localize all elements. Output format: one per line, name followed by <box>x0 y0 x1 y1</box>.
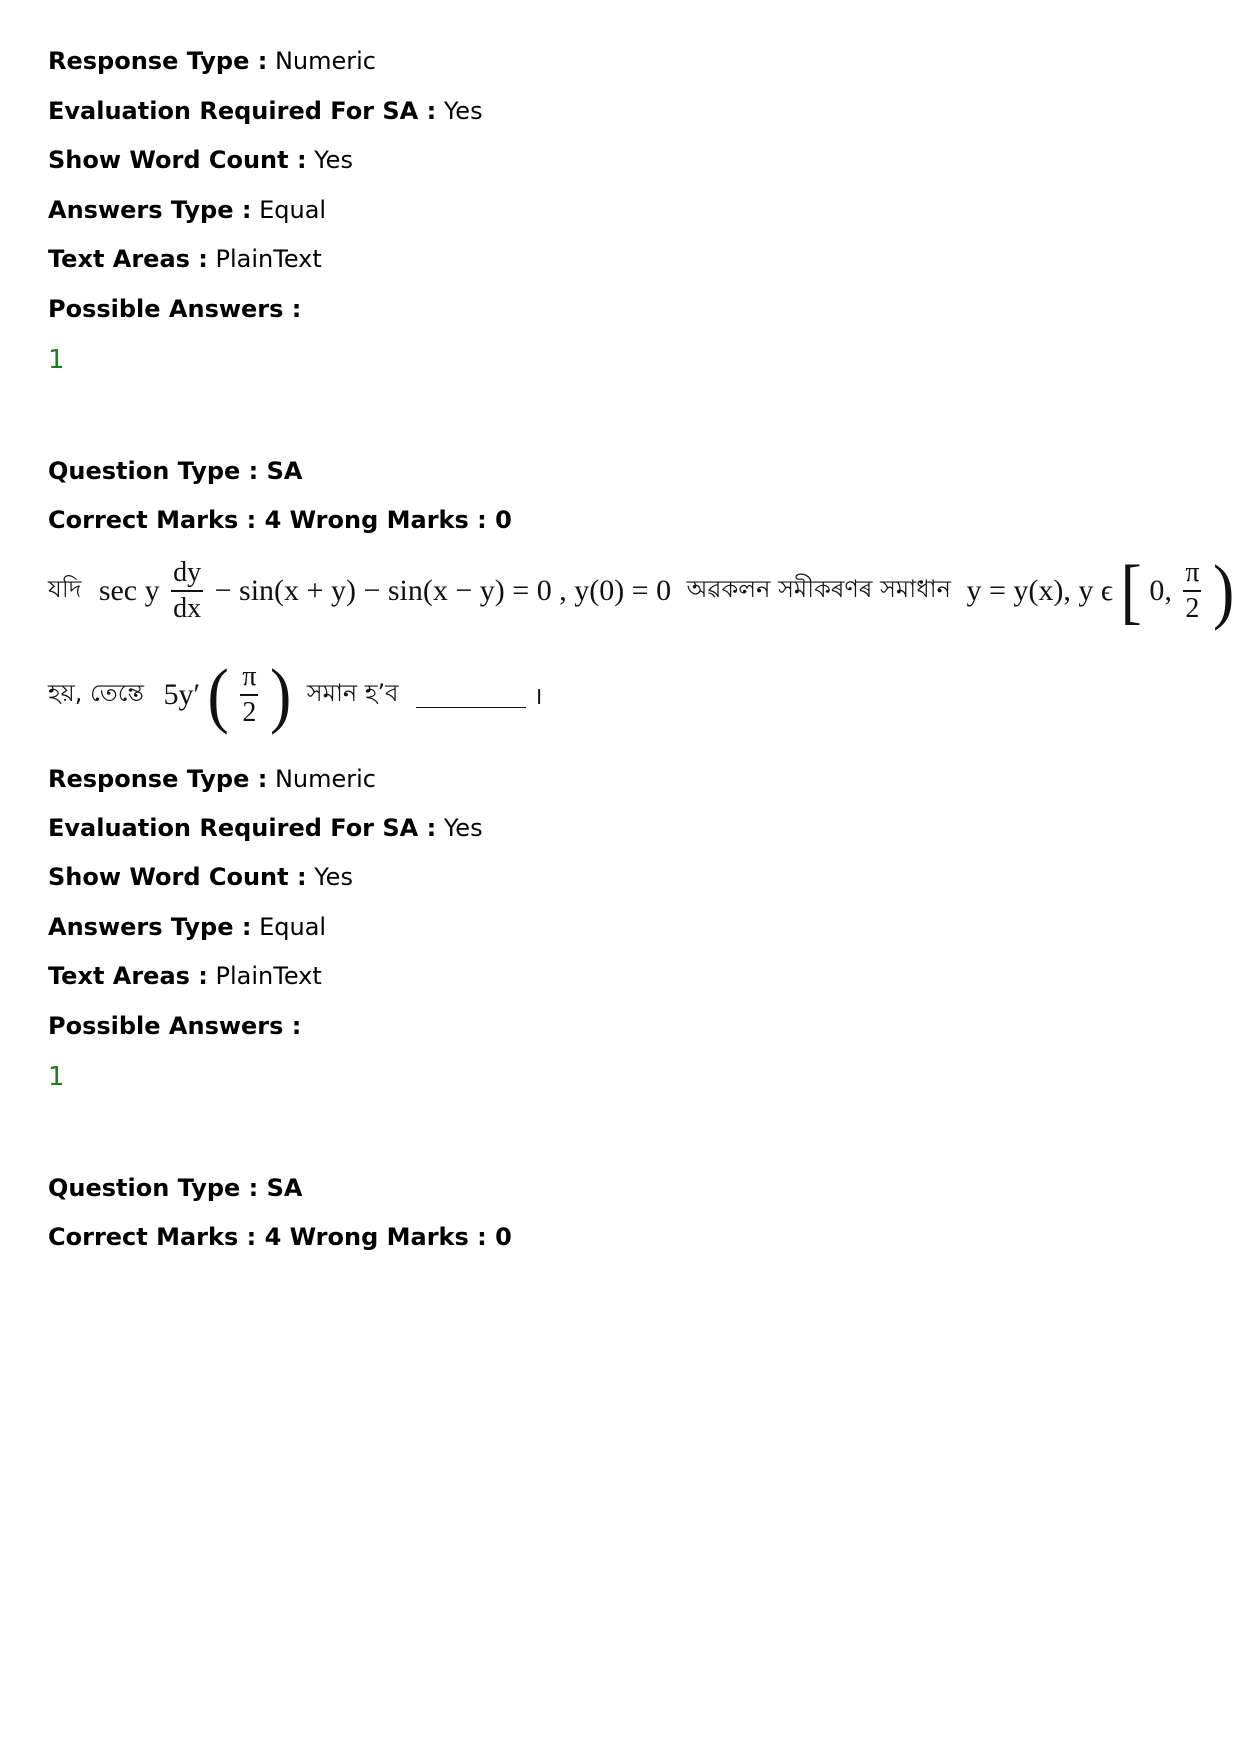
possible-answers-row-2 <box>48 1011 301 1041</box>
interval-open-bracket: [ <box>1120 549 1142 632</box>
answer-blank <box>416 683 526 708</box>
possible-answer-value: 1 <box>48 345 65 375</box>
next-marks-row <box>48 1222 512 1252</box>
ask-pi-numerator: π <box>242 661 257 692</box>
text-areas-label: Text Areas : <box>48 245 208 273</box>
derivative-denominator: dx <box>171 590 203 626</box>
text-areas-label: Text Areas : <box>48 962 208 990</box>
ask-prefix: হয়, তেন্তে <box>48 679 144 707</box>
evaluation-value: Yes <box>443 97 483 125</box>
question-type-text: Question Type : SA <box>48 457 303 485</box>
equation-solution: y = y(x), y ϵ <box>966 574 1113 607</box>
word-count-label: Show Word Count : <box>48 863 307 891</box>
word-count-row <box>48 145 353 175</box>
evaluation-label: Evaluation Required For SA : <box>48 97 437 125</box>
ask-close-paren: ) <box>269 653 292 736</box>
evaluation-value: Yes <box>443 814 483 842</box>
answers-type-value: Equal <box>259 913 327 941</box>
text-areas-value: PlainText <box>215 245 322 273</box>
equation-sec-y: sec y <box>98 574 160 607</box>
word-count-label: Show Word Count : <box>48 146 307 174</box>
text-areas-row <box>48 244 322 274</box>
equation-prefix: যদি <box>48 575 82 603</box>
question-ask-line <box>48 653 543 736</box>
ask-two-denominator: 2 <box>240 694 258 730</box>
word-count-row-2 <box>48 862 353 892</box>
text-areas-value: PlainText <box>215 962 322 990</box>
next-question-type <box>48 1173 302 1203</box>
two-denominator: 2 <box>1183 590 1201 626</box>
evaluation-row <box>48 96 483 126</box>
response-type-value: Numeric <box>274 47 376 75</box>
response-type-label: Response Type : <box>48 765 268 793</box>
response-type-row <box>48 46 376 76</box>
derivative-fraction <box>171 556 203 626</box>
evaluation-row-2 <box>48 813 483 843</box>
answers-type-row <box>48 195 326 225</box>
word-count-value: Yes <box>314 863 353 891</box>
derivative-numerator: dy <box>173 557 202 588</box>
evaluation-label: Evaluation Required For SA : <box>48 814 437 842</box>
question-equation-line <box>48 549 1235 632</box>
next-question-type-text: Question Type : SA <box>48 1174 303 1202</box>
marks-row <box>48 505 512 535</box>
answers-type-label: Answers Type : <box>48 196 252 224</box>
possible-answers-row <box>48 294 301 324</box>
possible-answers-label: Possible Answers : <box>48 1012 302 1040</box>
response-type-label: Response Type : <box>48 47 268 75</box>
word-count-value: Yes <box>314 146 353 174</box>
next-marks-text: Correct Marks : 4 Wrong Marks : 0 <box>48 1223 512 1251</box>
equation-body: − sin(x + y) − sin(x − y) = 0 , y(0) = 0 <box>214 574 672 607</box>
question-type <box>48 456 302 486</box>
pi-over-two-fraction <box>1183 556 1201 626</box>
marks-text: Correct Marks : 4 Wrong Marks : 0 <box>48 506 512 534</box>
response-type-row-2 <box>48 764 376 794</box>
interval-start: 0, <box>1149 574 1172 607</box>
possible-answers-label: Possible Answers : <box>48 295 302 323</box>
text-areas-row-2 <box>48 961 322 991</box>
ask-expression: 5y′ <box>163 678 200 711</box>
ask-end-mark: । <box>533 681 543 710</box>
pi-numerator: π <box>1185 557 1200 588</box>
answers-type-row-2 <box>48 912 326 942</box>
answers-type-label: Answers Type : <box>48 913 252 941</box>
equation-bengali-text: অৱকলন সমীকৰণৰ সমাধান <box>686 575 951 603</box>
answers-type-value: Equal <box>259 196 327 224</box>
ask-suffix: সমান হ’ব <box>306 679 399 707</box>
response-type-value: Numeric <box>274 765 376 793</box>
interval-close-paren: ) <box>1212 549 1235 632</box>
ask-pi-over-two <box>240 660 258 730</box>
ask-open-paren: ( <box>207 653 229 736</box>
possible-answer-value-2: 1 <box>48 1062 65 1092</box>
